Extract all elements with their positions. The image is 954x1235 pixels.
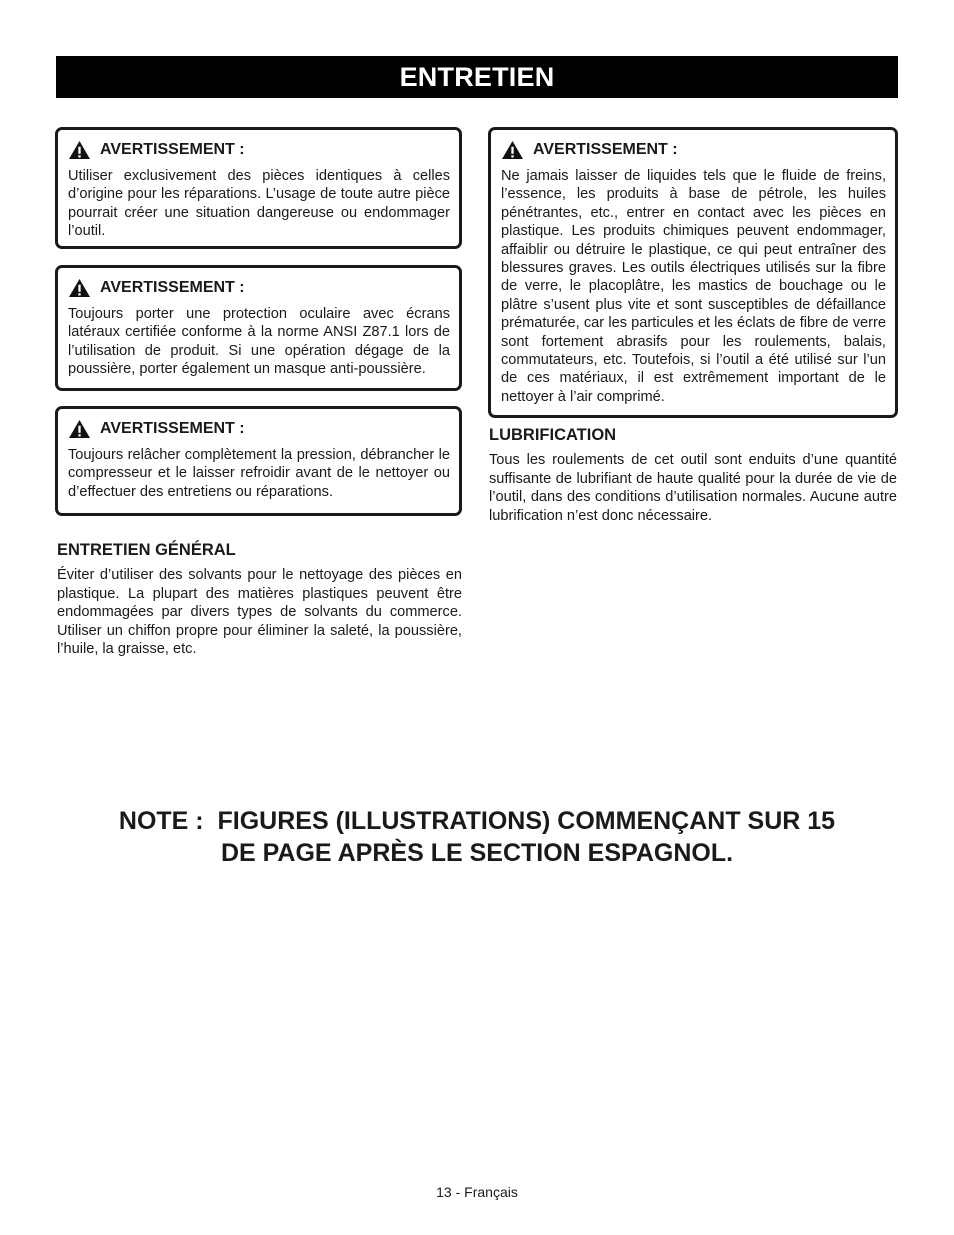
warning-triangle-icon xyxy=(68,419,91,439)
lubrication-text: Tous les roulements de cet outil sont enduits d’une quantité suffisante de lubrifiant de haute qualité pour la durée de vie de l’outil, dans des conditions d’utilisation normales. Aucune autre lubrification n’est donc nécessaire. xyxy=(489,452,897,524)
warning-box-eye-protection xyxy=(55,265,462,391)
warning-header xyxy=(68,419,450,439)
warning-label: AVERTISSEMENT : xyxy=(100,141,245,158)
general-maintenance-title: ENTRETIEN GÉNÉRAL xyxy=(57,541,236,559)
warning-text: Toujours porter une protection oculaire avec écrans latéraux certifiée conforme à la norme ANSI Z87.1 lors de l’utilisation de produit. Si une opération dégage de la poussière, porter également un masque anti-poussière. xyxy=(68,306,450,378)
note-figures xyxy=(56,805,898,869)
warning-label: AVERTISSEMENT : xyxy=(100,279,245,296)
warning-box-parts xyxy=(55,127,462,249)
warning-label: AVERTISSEMENT : xyxy=(533,141,678,158)
warning-header xyxy=(68,278,450,298)
warning-header xyxy=(68,140,450,160)
page-title: ENTRETIEN xyxy=(399,61,555,92)
warning-header xyxy=(501,140,886,160)
warning-box-plastic xyxy=(488,127,898,418)
warning-triangle-icon xyxy=(68,140,91,160)
warning-label: AVERTISSEMENT : xyxy=(100,420,245,437)
warning-box-pressure xyxy=(55,406,462,516)
note-line-2: DE PAGE APRÈS LE SECTION ESPAGNOL. xyxy=(220,839,734,867)
page-number: 13 - Français xyxy=(436,1184,518,1200)
note-line-1: NOTE : FIGURES (ILLUSTRATIONS) COMMENÇANT SUR 15 xyxy=(118,807,836,835)
lubrication-title: LUBRIFICATION xyxy=(489,426,617,444)
warning-text: Utiliser exclusivement des pièces identiques à celles d’origine pour les réparations. L’usage de toute autre pièce pourrait créer une situation dangereuse ou endommager l’outil. xyxy=(68,168,450,240)
section-banner xyxy=(56,56,898,98)
warning-triangle-icon xyxy=(501,140,524,160)
warning-triangle-icon xyxy=(68,278,91,298)
general-maintenance-text: Éviter d’utiliser des solvants pour le nettoyage des pièces en plastique. La plupart des matières plastiques peuvent être endommagées par divers types de solvants du commerce. Utiliser un chiffon propre pour éliminer la saleté, la poussière, l’huile, la graisse, etc. xyxy=(57,567,462,658)
warning-text: Toujours relâcher complètement la pression, débrancher le compresseur et le laisser refroidir avant de le nettoyer ou d’effectuer des entretiens ou réparations. xyxy=(68,447,450,500)
warning-text: Ne jamais laisser de liquides tels que le fluide de freins, l’essence, les produits à base de pétrole, les huiles pénétrantes, etc., entrer en contact avec les pièces en plastique. Les produits chimiques peuvent endommager, affaiblir ou détruire le plastique, ce qui peut entraîner des blessures graves. Les outils électriques utilisés sur la fibre de verre, le placoplâtre, les mastics de bouchage ou le plâtre s’usent plus vite et sont susceptibles de défaillance prématurée, car les particules et les éclats de fibre de verre sont fortement abrasifs pour les roulements, balais, commutateurs, etc. Toutefois, si l’outil a été utilisé sur l’un de ces matériaux, il est extrêmement important de le nettoyer à l’air comprimé. xyxy=(501,168,886,405)
